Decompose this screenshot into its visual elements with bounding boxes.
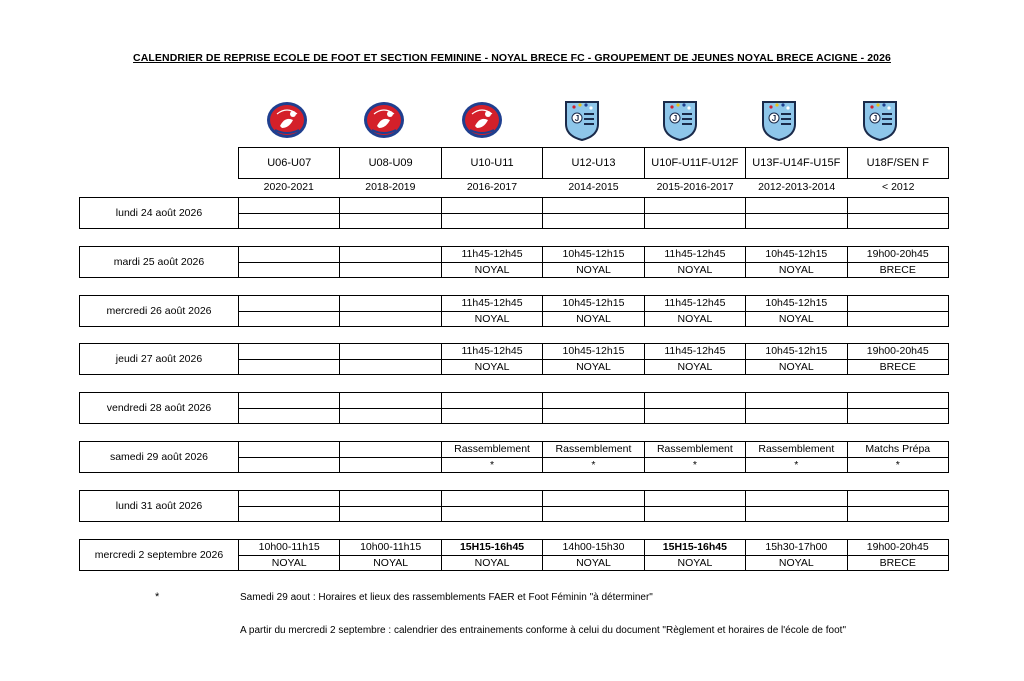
schedule-cell	[644, 540, 745, 570]
time-slot	[239, 198, 339, 213]
schedule-cell	[644, 296, 745, 326]
location: *	[645, 457, 745, 473]
time-slot: 14h00-15h30	[562, 541, 625, 553]
time-slot	[340, 442, 440, 457]
birth-years: 2015-2016-2017	[656, 181, 734, 193]
time-slot	[848, 296, 948, 311]
svg-text:J: J	[574, 114, 580, 123]
location	[340, 506, 440, 522]
category-header: U06-U07	[267, 157, 312, 169]
red-club-badge-icon	[265, 98, 309, 142]
time-slot	[746, 491, 846, 506]
birth-years-row	[238, 180, 949, 194]
location	[848, 213, 948, 229]
location: NOYAL	[442, 262, 542, 278]
schedule-cell	[239, 393, 339, 423]
location: NOYAL	[645, 555, 745, 571]
schedule-cell	[847, 442, 948, 472]
location	[543, 506, 643, 522]
time-slot: 10h45-12h15	[562, 297, 625, 309]
schedule-cell	[542, 198, 643, 228]
location: NOYAL	[543, 359, 643, 375]
schedule-cell	[745, 344, 846, 374]
day-label: mercredi 26 août 2026	[80, 296, 239, 326]
september-note: A partir du mercredi 2 septembre : calendrier des entrainements conforme à celui du document "Règlement et horaires de l'école de foot"	[240, 625, 846, 636]
time-slot: 19h00-20h45	[866, 248, 929, 260]
time-slot: 11h45-12h45	[461, 297, 523, 309]
schedule-cell	[847, 540, 948, 570]
schedule-row	[79, 441, 949, 473]
location	[340, 311, 440, 327]
time-slot	[746, 198, 846, 213]
time-slot: Rassemblement	[454, 443, 530, 455]
schedule-cell	[339, 247, 440, 277]
time-slot: 10h45-12h15	[765, 345, 828, 357]
location	[848, 311, 948, 327]
birth-years: 2018-2019	[365, 181, 416, 193]
location: NOYAL	[645, 262, 745, 278]
blue-shield-badge-icon	[858, 98, 902, 142]
birth-years: < 2012	[882, 181, 915, 193]
blue-shield-badge-icon	[560, 98, 604, 142]
schedule-cell	[339, 491, 440, 521]
location	[848, 408, 948, 424]
schedule-cell	[339, 540, 440, 570]
location: NOYAL	[543, 311, 643, 327]
schedule-cell	[644, 491, 745, 521]
schedule-cell	[542, 344, 643, 374]
location: NOYAL	[340, 555, 440, 571]
schedule-cell	[339, 393, 440, 423]
category-header: U12-U13	[542, 148, 643, 178]
birth-years: 2020-2021	[263, 181, 314, 193]
location	[645, 506, 745, 522]
location	[442, 506, 542, 522]
location: NOYAL	[442, 359, 542, 375]
time-slot: Rassemblement	[758, 443, 835, 455]
time-slot: 11h45-12h45	[664, 297, 726, 309]
schedule-cell	[542, 442, 643, 472]
schedule-cell	[239, 442, 339, 472]
schedule-cell	[847, 198, 948, 228]
time-slot	[340, 344, 440, 359]
birth-years: 2012-2013-2014	[758, 181, 836, 193]
schedule-cell	[239, 296, 339, 326]
svg-text:J: J	[872, 114, 878, 123]
location	[340, 408, 440, 424]
schedule-cell	[339, 344, 440, 374]
schedule-cell	[441, 296, 542, 326]
time-slot	[848, 491, 948, 506]
location	[239, 506, 339, 522]
time-slot	[340, 247, 440, 262]
location	[746, 408, 846, 424]
time-slot	[239, 247, 339, 262]
location	[239, 262, 339, 278]
time-slot: 11h45-12h45	[664, 345, 726, 357]
location	[645, 213, 745, 229]
schedule-cell	[542, 247, 643, 277]
page-title: CALENDRIER DE REPRISE ECOLE DE FOOT ET SECTION FEMININE - NOYAL BRECE FC - GROUPEMENT DE JEUNES NOYAL BRECE ACIGNE - 2026	[133, 52, 891, 64]
location	[239, 457, 339, 473]
schedule-row	[79, 246, 949, 278]
schedule-cell	[644, 247, 745, 277]
schedule-cell	[542, 393, 643, 423]
location: *	[442, 457, 542, 473]
location: *	[848, 457, 948, 473]
schedule-cell	[339, 198, 440, 228]
location	[239, 359, 339, 375]
location: NOYAL	[239, 555, 339, 571]
category-header-row	[238, 147, 949, 179]
schedule-row	[79, 295, 949, 327]
location	[848, 506, 948, 522]
time-slot: 15H15-16h45	[662, 541, 727, 553]
location: NOYAL	[645, 311, 745, 327]
schedule-cell	[441, 540, 542, 570]
time-slot: Matchs Prépa	[865, 443, 931, 455]
location: *	[543, 457, 643, 473]
time-slot	[543, 198, 643, 213]
location: NOYAL	[746, 311, 846, 327]
location: NOYAL	[543, 262, 643, 278]
schedule-cell	[745, 393, 846, 423]
schedule-cell	[239, 540, 339, 570]
location	[442, 408, 542, 424]
time-slot: 11h45-12h45	[461, 248, 523, 260]
day-label: vendredi 28 août 2026	[80, 393, 239, 423]
schedule-cell	[441, 442, 542, 472]
time-slot	[848, 393, 948, 408]
time-slot	[340, 491, 440, 506]
schedule-cell	[745, 198, 846, 228]
time-slot: 11h45-12h45	[461, 345, 523, 357]
day-label: lundi 31 août 2026	[80, 491, 239, 521]
blue-shield-badge-icon	[757, 98, 801, 142]
time-slot: 19h00-20h45	[866, 345, 929, 357]
time-slot	[442, 198, 542, 213]
time-slot	[746, 393, 846, 408]
schedule-cell	[745, 296, 846, 326]
schedule-cell	[644, 393, 745, 423]
time-slot	[543, 491, 643, 506]
schedule-cell	[644, 442, 745, 472]
schedule-cell	[239, 247, 339, 277]
location	[340, 359, 440, 375]
location: NOYAL	[645, 359, 745, 375]
schedule-cell	[239, 344, 339, 374]
note-asterisk: *	[155, 591, 160, 603]
location	[340, 213, 440, 229]
location: NOYAL	[543, 555, 643, 571]
time-slot: Rassemblement	[555, 443, 632, 455]
schedule-cell	[441, 344, 542, 374]
red-club-badge-icon	[460, 98, 504, 142]
schedule-cell	[745, 540, 846, 570]
schedule-cell	[542, 540, 643, 570]
category-header: U08-U09	[339, 148, 440, 178]
time-slot	[340, 393, 440, 408]
location	[239, 213, 339, 229]
schedule-cell	[441, 393, 542, 423]
schedule-row	[79, 197, 949, 229]
birth-years: 2014-2015	[568, 181, 619, 193]
location	[746, 506, 846, 522]
time-slot: 15h30-17h00	[765, 541, 828, 553]
day-label: lundi 24 août 2026	[80, 198, 239, 228]
schedule-cell	[239, 491, 339, 521]
location: NOYAL	[746, 262, 846, 278]
time-slot: 15H15-16h45	[459, 541, 525, 553]
time-slot	[239, 344, 339, 359]
location	[340, 457, 440, 473]
location: *	[746, 457, 846, 473]
location: BRECE	[848, 359, 948, 375]
time-slot: 10h45-12h15	[765, 297, 828, 309]
location	[746, 213, 846, 229]
schedule-cell	[847, 491, 948, 521]
location: NOYAL	[442, 311, 542, 327]
day-label: jeudi 27 août 2026	[80, 344, 239, 374]
schedule-cell	[441, 247, 542, 277]
schedule-row	[79, 392, 949, 424]
schedule-cell	[847, 247, 948, 277]
location	[645, 408, 745, 424]
schedule-cell	[339, 296, 440, 326]
svg-text:J: J	[672, 114, 678, 123]
schedule-row	[79, 539, 949, 571]
time-slot: 10h00-11h15	[258, 541, 320, 553]
location	[340, 262, 440, 278]
time-slot	[340, 198, 440, 213]
time-slot	[239, 296, 339, 311]
time-slot	[645, 393, 745, 408]
saturday-note: Samedi 29 aout : Horaires et lieux des rassemblements FAER et Foot Féminin "à déterminer"	[240, 592, 653, 603]
schedule-cell	[339, 442, 440, 472]
time-slot: 10h45-12h15	[562, 345, 625, 357]
time-slot	[239, 491, 339, 506]
location	[442, 213, 542, 229]
location: NOYAL	[746, 359, 846, 375]
schedule-cell	[644, 344, 745, 374]
birth-years: 2016-2017	[466, 181, 518, 193]
category-header: U18F/SEN F	[847, 148, 948, 178]
schedule-cell	[847, 296, 948, 326]
location	[543, 408, 643, 424]
schedule-cell	[847, 344, 948, 374]
category-header: U13F-U14F-U15F	[745, 148, 846, 178]
red-club-badge-icon	[362, 98, 406, 142]
time-slot	[442, 491, 542, 506]
schedule-cell	[644, 198, 745, 228]
location: NOYAL	[442, 555, 542, 571]
schedule-row	[79, 490, 949, 522]
location: NOYAL	[746, 555, 846, 571]
category-header: U10F-U11F-U12F	[644, 148, 745, 178]
location: BRECE	[848, 555, 948, 571]
time-slot: 10h00-11h15	[360, 541, 422, 553]
svg-text:J: J	[771, 114, 777, 123]
schedule-cell	[745, 247, 846, 277]
day-label: samedi 29 août 2026	[80, 442, 239, 472]
schedule-cell	[745, 442, 846, 472]
schedule-cell	[542, 491, 643, 521]
day-label: mardi 25 août 2026	[80, 247, 239, 277]
time-slot	[442, 393, 542, 408]
time-slot: 10h45-12h15	[562, 248, 625, 260]
time-slot: 19h00-20h45	[866, 541, 929, 553]
schedule-cell	[441, 491, 542, 521]
location	[239, 311, 339, 327]
location	[239, 408, 339, 424]
location: BRECE	[848, 262, 948, 278]
time-slot: 10h45-12h15	[765, 248, 828, 260]
time-slot	[645, 198, 745, 213]
time-slot	[848, 198, 948, 213]
category-header: U10-U11	[441, 148, 542, 178]
location	[543, 213, 643, 229]
blue-shield-badge-icon	[658, 98, 702, 142]
time-slot	[543, 393, 643, 408]
time-slot	[340, 296, 440, 311]
time-slot: Rassemblement	[656, 443, 733, 455]
day-label: mercredi 2 septembre 2026	[80, 540, 239, 570]
time-slot	[645, 491, 745, 506]
schedule-cell	[441, 198, 542, 228]
time-slot	[239, 442, 339, 457]
schedule-cell	[745, 491, 846, 521]
schedule-row	[79, 343, 949, 375]
schedule-cell	[239, 198, 339, 228]
schedule-cell	[542, 296, 643, 326]
time-slot	[239, 393, 339, 408]
schedule-cell	[847, 393, 948, 423]
time-slot: 11h45-12h45	[664, 248, 726, 260]
